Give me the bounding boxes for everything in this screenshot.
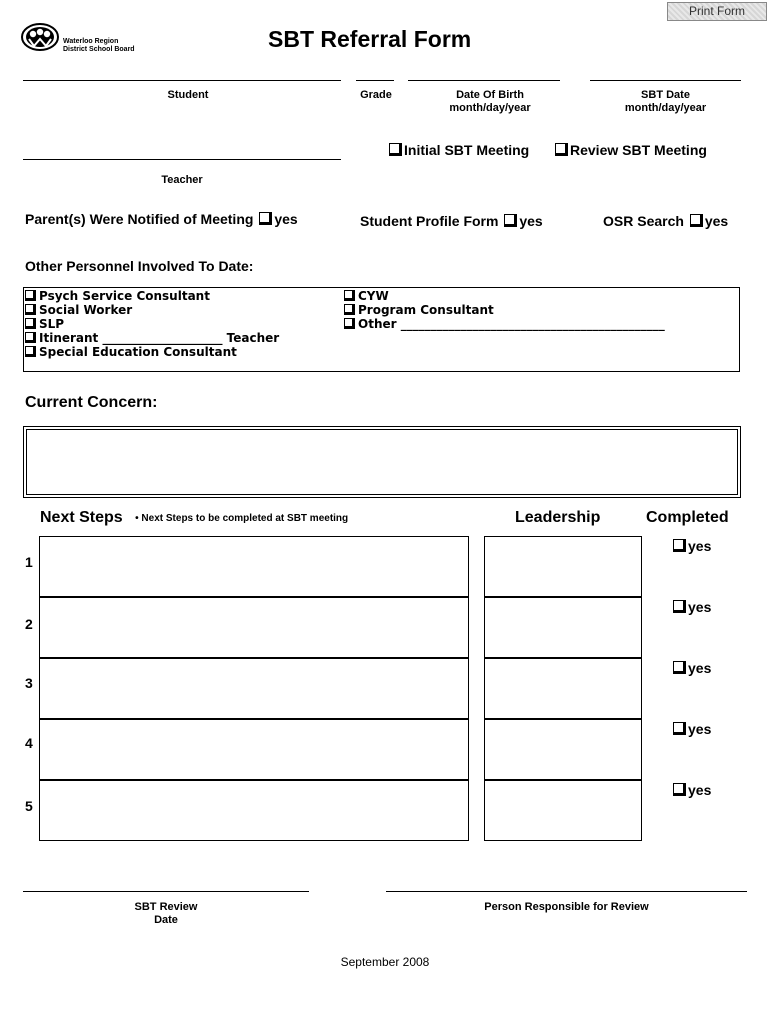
completed-2-checkbox[interactable]	[673, 600, 686, 613]
grade-label: Grade	[360, 89, 392, 101]
sbt-review-label-line2: Date	[154, 914, 178, 926]
sbt-date-label	[590, 89, 741, 115]
initial-meeting-label: Initial SBT Meeting	[404, 142, 530, 158]
completed-2-label: yes	[688, 599, 712, 615]
completed-5[interactable]	[673, 782, 711, 798]
print-form-button[interactable]: Print Form	[667, 2, 767, 21]
personnel-other[interactable]	[344, 317, 665, 331]
personnel-heading: Other Personnel Involved To Date:	[25, 258, 254, 274]
person-responsible-field[interactable]	[386, 891, 747, 892]
initial-meeting-option[interactable]	[387, 142, 529, 158]
step-number: 4	[25, 735, 33, 751]
step-number: 2	[25, 616, 33, 632]
person-responsible-label: Person Responsible for Review	[484, 901, 649, 913]
next-steps-heading	[40, 509, 348, 527]
review-meeting-checkbox[interactable]	[555, 143, 568, 156]
org-name-line2: District School Board	[63, 46, 135, 53]
parents-notified-yes: yes	[274, 211, 298, 227]
next-step-4-input[interactable]	[39, 719, 469, 780]
current-concern-heading: Current Concern:	[25, 394, 158, 411]
completed-5-checkbox[interactable]	[673, 783, 686, 796]
parents-notified-checkbox[interactable]	[259, 212, 272, 225]
personnel-itinerant[interactable]	[25, 331, 279, 345]
current-concern-input[interactable]	[23, 426, 741, 498]
psych-label: Psych Service Consultant	[39, 289, 210, 303]
next-step-1-input[interactable]	[39, 536, 469, 597]
program-consultant-checkbox[interactable]	[344, 304, 355, 315]
review-meeting-label: Review SBT Meeting	[570, 142, 707, 158]
wrdsb-logo-icon	[20, 22, 60, 52]
student-profile-label: Student Profile Form	[360, 213, 499, 229]
personnel-special-ed[interactable]	[25, 345, 237, 359]
page-title: SBT Referral Form	[268, 26, 472, 52]
dob-label-line2: month/day/year	[449, 102, 531, 114]
initial-meeting-checkbox[interactable]	[389, 143, 402, 156]
teacher-label: Teacher	[161, 174, 203, 186]
student-profile-question	[360, 213, 543, 229]
next-steps-title: Next Steps	[40, 509, 123, 526]
parents-notified-question	[25, 211, 298, 227]
next-steps-note: • Next Steps to be completed at SBT meeting	[135, 513, 349, 524]
leadership-4-input[interactable]	[484, 719, 642, 780]
sbt-date-field[interactable]	[590, 80, 741, 81]
personnel-psych[interactable]	[25, 289, 210, 303]
slp-checkbox[interactable]	[25, 318, 36, 329]
completed-3-checkbox[interactable]	[673, 661, 686, 674]
org-name	[63, 38, 135, 54]
dob-label-line1: Date Of Birth	[456, 89, 524, 101]
parents-notified-label: Parent(s) Were Notified of Meeting	[25, 211, 254, 227]
itinerant-checkbox[interactable]	[25, 332, 36, 343]
org-name-line1: Waterloo Region	[63, 38, 119, 45]
grade-field[interactable]	[356, 80, 394, 81]
leadership-2-input[interactable]	[484, 597, 642, 658]
leadership-5-input[interactable]	[484, 780, 642, 841]
footer-date: September 2008	[340, 955, 430, 969]
completed-2[interactable]	[673, 599, 711, 615]
personnel-program-consultant[interactable]	[344, 303, 494, 317]
sbt-review-date-field[interactable]	[23, 891, 309, 892]
osr-search-question	[603, 213, 728, 229]
social-worker-checkbox[interactable]	[25, 304, 36, 315]
student-field[interactable]	[23, 80, 341, 81]
sbt-date-label-line1: SBT Date	[641, 89, 690, 101]
completed-4-checkbox[interactable]	[673, 722, 686, 735]
osr-search-yes: yes	[704, 213, 729, 229]
completed-3[interactable]	[673, 660, 711, 676]
program-consultant-label: Program Consultant	[358, 303, 494, 317]
student-label: Student	[167, 89, 209, 101]
review-meeting-option[interactable]	[553, 142, 707, 158]
completed-3-label: yes	[688, 660, 712, 676]
social-worker-label: Social Worker	[39, 303, 133, 317]
student-profile-yes: yes	[519, 213, 543, 229]
completed-heading: Completed	[646, 509, 729, 526]
special-ed-checkbox[interactable]	[25, 346, 36, 357]
cyw-checkbox[interactable]	[344, 290, 355, 301]
leadership-3-input[interactable]	[484, 658, 642, 719]
next-step-5-input[interactable]	[39, 780, 469, 841]
step-number: 5	[25, 798, 33, 814]
special-ed-label: Special Education Consultant	[39, 345, 237, 359]
slp-label: SLP	[39, 317, 65, 331]
completed-1[interactable]	[673, 538, 711, 554]
leadership-heading: Leadership	[515, 509, 601, 526]
completed-1-checkbox[interactable]	[673, 539, 686, 552]
personnel-slp[interactable]	[25, 317, 64, 331]
teacher-field[interactable]	[23, 159, 341, 160]
completed-5-label: yes	[688, 782, 712, 798]
dob-field[interactable]	[408, 80, 560, 81]
leadership-1-input[interactable]	[484, 536, 642, 597]
student-profile-checkbox[interactable]	[504, 214, 517, 227]
step-number: 3	[25, 675, 33, 691]
personnel-cyw[interactable]	[344, 289, 389, 303]
osr-search-checkbox[interactable]	[690, 214, 703, 227]
personnel-social-worker[interactable]	[25, 303, 132, 317]
completed-4-label: yes	[688, 721, 712, 737]
completed-4[interactable]	[673, 721, 711, 737]
psych-checkbox[interactable]	[25, 290, 36, 301]
next-step-3-input[interactable]	[39, 658, 469, 719]
sbt-date-label-line2: month/day/year	[624, 102, 707, 114]
completed-1-label: yes	[688, 538, 712, 554]
dob-label	[420, 89, 560, 115]
cyw-label: CYW	[358, 289, 389, 303]
step-number: 1	[25, 554, 33, 570]
osr-search-label: OSR Search	[603, 213, 684, 229]
other-checkbox[interactable]	[344, 318, 355, 329]
sbt-review-date-label	[23, 901, 309, 927]
other-label: Other ____________________________________________	[358, 317, 665, 331]
itinerant-label: Itinerant ____________________ Teacher	[39, 331, 280, 345]
sbt-review-label-line1: SBT Review	[134, 901, 198, 913]
next-step-2-input[interactable]	[39, 597, 469, 658]
